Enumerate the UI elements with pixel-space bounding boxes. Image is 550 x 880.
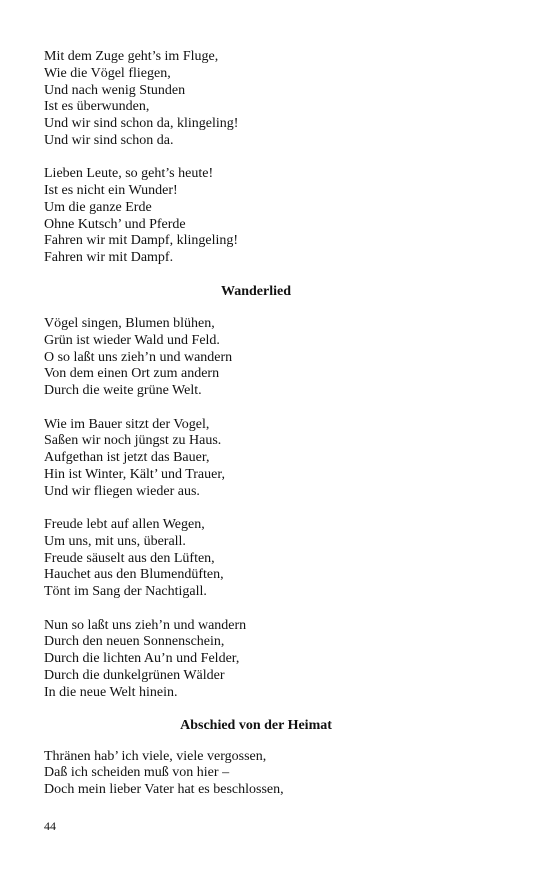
verse-line: Und nach wenig Stunden [44, 82, 186, 98]
verse-line: Tönt im Sang der Nachtigall. [44, 584, 207, 600]
verse-line: Vögel singen, Blumen blühen, [44, 316, 215, 332]
book-page [44, 49, 468, 799]
verse-line: Nun so laßt uns zieh’n und wandern [44, 617, 247, 633]
stanza [44, 749, 468, 799]
verse-line: Und wir sind schon da. [44, 132, 174, 148]
verse-line: Thränen hab’ ich viele, viele vergossen, [44, 748, 267, 764]
verse-line: Durch die lichten Au’n und Felder, [44, 651, 240, 667]
verse-line: O so laßt uns zieh’n und wandern [44, 349, 233, 365]
page-number: 44 [44, 819, 56, 833]
stanza-gap [44, 150, 468, 167]
verse-line: Ohne Kutsch’ und Pferde [44, 216, 186, 232]
verse-line: Mit dem Zuge geht’s im Fluge, [44, 49, 219, 64]
poem-title: Wanderlied [220, 284, 291, 300]
verse-line: Und wir sind schon da, klingeling! [44, 116, 239, 132]
poem-wanderlied [44, 316, 468, 701]
verse-line: Hin ist Winter, Kält’ und Trauer, [44, 466, 225, 482]
verse-line: Doch mein lieber Vater hat es beschlossen, [44, 782, 284, 798]
stanza [44, 417, 468, 501]
stanza [44, 517, 468, 601]
verse-line: Wie im Bauer sitzt der Vogel, [44, 416, 210, 432]
verse-line: Freude säuselt aus den Lüften, [44, 550, 215, 566]
verse-line: Ist es überwunden, [44, 99, 150, 115]
verse-line: In die neue Welt hinein. [44, 684, 178, 700]
verse-line: Von dem einen Ort zum andern [44, 366, 220, 382]
poem-title: Abschied von der Heimat [180, 717, 332, 733]
verse-line: Daß ich scheiden muß von hier – [44, 765, 230, 781]
verse-line: Freude lebt auf allen Wegen, [44, 517, 205, 533]
verse-line: Um die ganze Erde [44, 199, 152, 215]
poem-continuation [44, 49, 468, 267]
verse-line: Lieben Leute, so geht’s heute! [44, 166, 214, 182]
verse-line: Durch die weite grüne Welt. [44, 383, 202, 399]
verse-line: Hauchet aus den Blumendüften, [44, 567, 224, 583]
verse-line: Wie die Vögel fliegen, [44, 65, 171, 81]
stanza [44, 316, 468, 400]
verse-line: Saßen wir noch jüngst zu Haus. [44, 433, 222, 449]
verse-line: Durch die dunkelgrünen Wälder [44, 667, 225, 683]
stanza-gap [44, 601, 468, 618]
stanza [44, 49, 468, 150]
poem-title-wrapper [44, 283, 468, 300]
verse-line: Fahren wir mit Dampf, klingeling! [44, 233, 239, 249]
stanza-gap [44, 400, 468, 417]
poem-title-wrapper [44, 717, 468, 734]
stanza [44, 166, 468, 267]
verse-line: Um uns, mit uns, überall. [44, 533, 186, 549]
verse-line: Und wir fliegen wieder aus. [44, 483, 200, 499]
verse-line: Fahren wir mit Dampf. [44, 250, 174, 266]
stanza-gap [44, 501, 468, 518]
verse-line: Durch den neuen Sonnenschein, [44, 634, 225, 650]
poem-abschied [44, 749, 468, 799]
stanza [44, 618, 468, 702]
verse-line: Aufgethan ist jetzt das Bauer, [44, 450, 210, 466]
verse-line: Grün ist wieder Wald und Feld. [44, 332, 220, 348]
verse-line: Ist es nicht ein Wunder! [44, 183, 178, 199]
